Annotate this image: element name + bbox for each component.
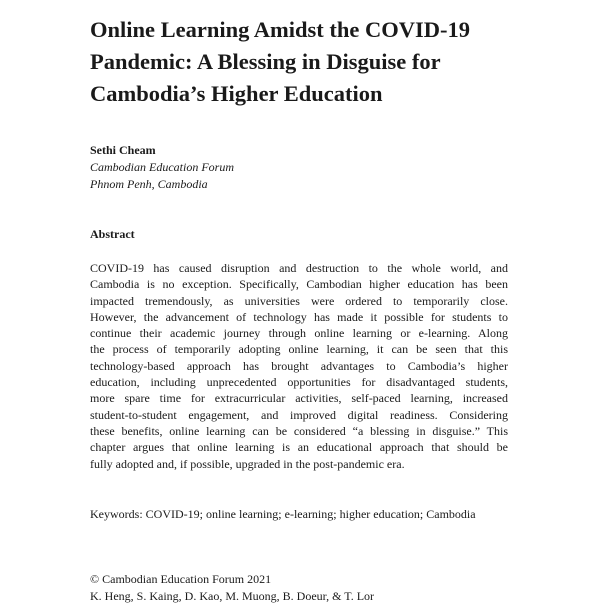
abstract-line: continue their academic journey through online learning or e-learning. Along bbox=[90, 326, 508, 341]
title-line: Pandemic: A Blessing in Disguise for bbox=[90, 49, 441, 74]
author-affiliation: Cambodian Education Forum bbox=[90, 160, 234, 174]
abstract-line: Cambodia is no exception. Specifically, Cambodian higher education has been bbox=[90, 277, 508, 292]
abstract-line: student-to-student engagement, and improved digital readiness. Considering bbox=[90, 407, 508, 422]
title-line: Online Learning Amidst the COVID-19 bbox=[90, 17, 471, 42]
abstract-body bbox=[90, 260, 508, 472]
abstract-line: technology-based approach has brought advantages to Cambodia’s higher bbox=[90, 358, 508, 373]
author-name: Sethi Cheam bbox=[90, 143, 156, 157]
abstract-line: COVID-19 has caused disruption and destruction to the whole world, and bbox=[90, 261, 508, 275]
paper-title bbox=[90, 14, 560, 110]
author-block bbox=[90, 142, 510, 193]
abstract-line: more spare time for extracurricular activities, self-paced learning, increased bbox=[90, 391, 508, 406]
abstract-heading: Abstract bbox=[90, 227, 135, 241]
copyright-notice: © Cambodian Education Forum 2021 bbox=[90, 572, 272, 586]
abstract-line: fully adopted and, if possible, upgraded in the post-pandemic era. bbox=[90, 456, 405, 471]
author-location: Phnom Penh, Cambodia bbox=[90, 177, 208, 191]
citation-line: K. Heng, S. Kaing, D. Kao, M. Muong, B. Doeur, & T. Lor bbox=[90, 589, 375, 603]
keywords: Keywords: COVID-19; online learning; e-learning; higher education; Cambodia bbox=[90, 507, 476, 521]
abstract-line: these benefits, online learning can be considered “a blessing in disguise.” This bbox=[90, 423, 508, 438]
title-line: Cambodia’s Higher Education bbox=[90, 81, 383, 106]
abstract-line: However, the advancement of technology has made it possible for students to bbox=[90, 309, 508, 324]
abstract-line: education, including unprecedented opportunities for disadvantaged students, bbox=[90, 375, 508, 390]
abstract-line: the process of temporarily adopting online learning, it can be seen that this bbox=[90, 342, 508, 357]
abstract-line: chapter argues that online learning is an educational approach that should be bbox=[90, 440, 508, 455]
abstract-line: impacted tremendously, as universities were ordered to temporarily close. bbox=[90, 293, 508, 308]
